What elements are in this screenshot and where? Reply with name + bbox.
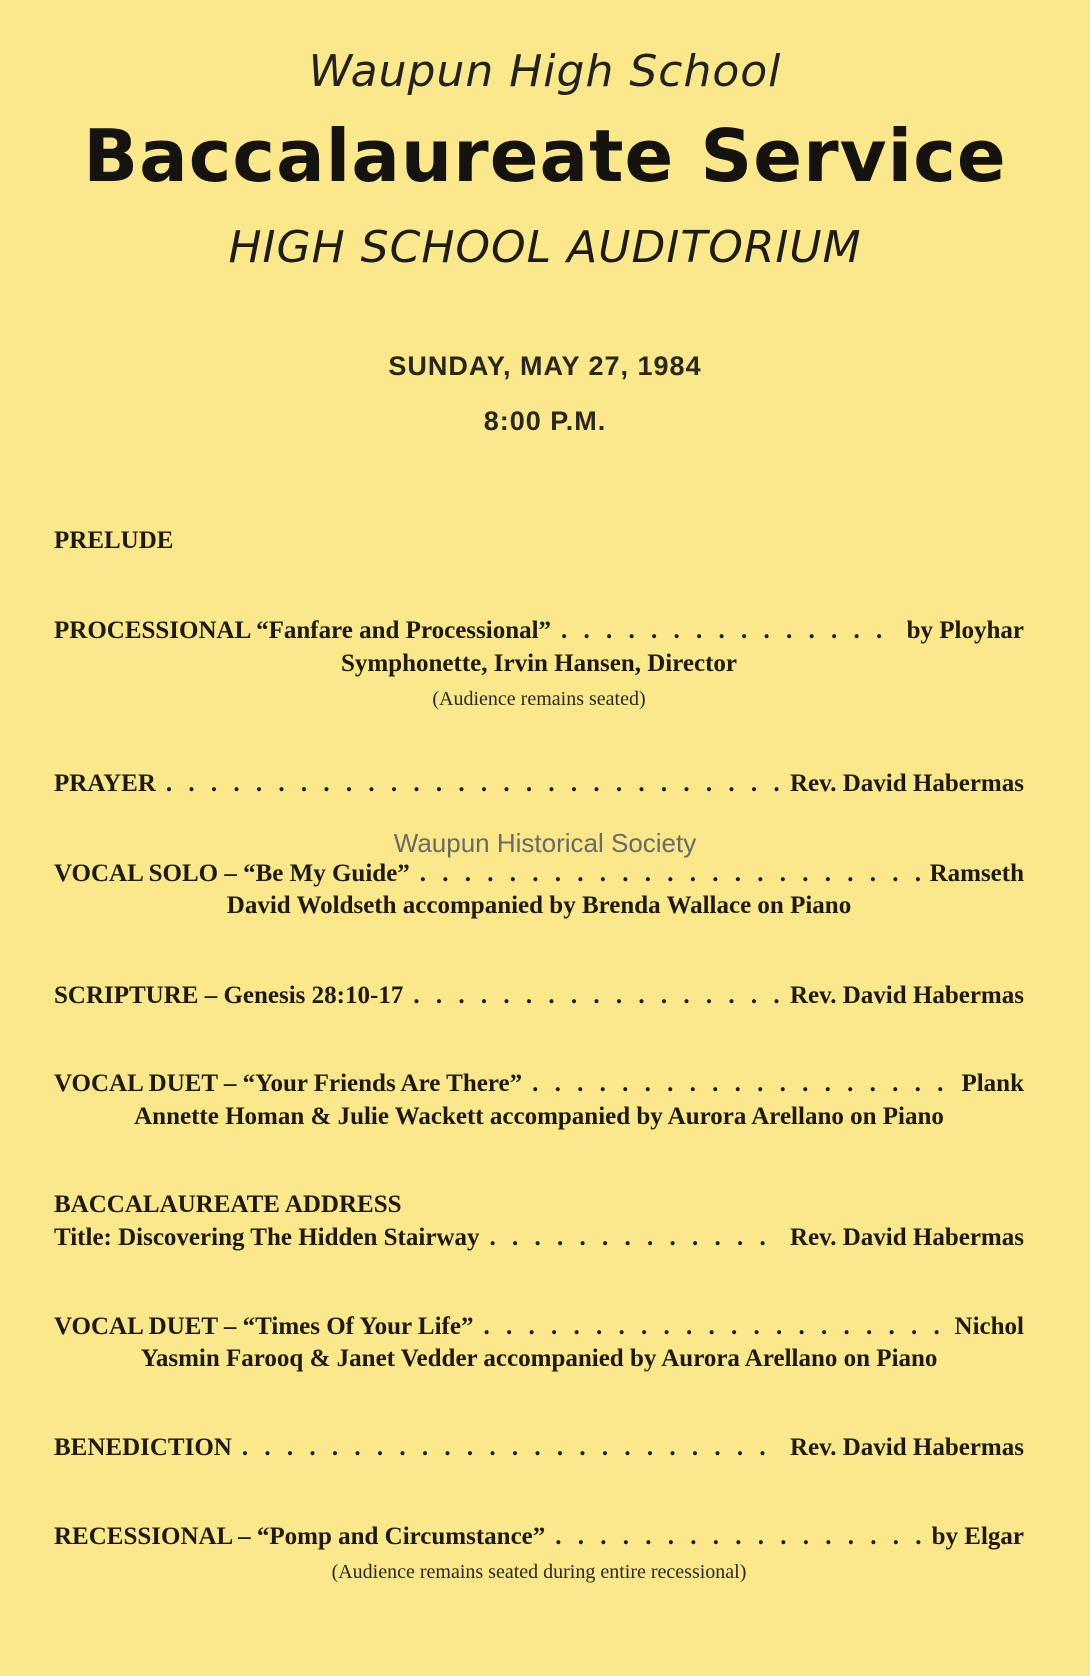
- prayer-leader: Rev. David Habermas: [789, 770, 1024, 797]
- processional-note: (Audience remains seated): [432, 688, 646, 710]
- vocal-duet-1-detail: Annette Homan & Julie Wackett accompanied by Aurora Arellano on Piano: [134, 1103, 944, 1130]
- vocal-solo-title: VOCAL SOLO – “Be My Guide”: [54, 860, 410, 887]
- watermark: Waupun Historical Society: [393, 828, 697, 858]
- address-heading: BACCALAUREATE ADDRESS: [54, 1191, 402, 1218]
- vocal-duet-1-line: [54, 1070, 1024, 1098]
- vocal-duet-2-composer: Nichol: [954, 1313, 1024, 1340]
- vocal-solo-detail: David Woldseth accompanied by Brenda Wallace on Piano: [226, 892, 852, 919]
- vocal-duet-2-line: [54, 1313, 1024, 1341]
- dot-leader: [413, 982, 780, 1010]
- vocal-solo-composer: Ramseth: [929, 860, 1024, 887]
- dot-leader: [166, 770, 780, 798]
- recessional-note: (Audience remains seated during entire recessional): [331, 1561, 747, 1583]
- service-title: Baccalaureate Service: [83, 114, 1007, 198]
- vocal-duet-2-detail: Yasmin Farooq & Janet Vedder accompanied by Aurora Arellano on Piano: [140, 1345, 938, 1372]
- prelude-heading: PRELUDE: [54, 527, 174, 554]
- event-time: 8:00 P.M.: [483, 406, 607, 436]
- vocal-duet-1-composer: Plank: [961, 1070, 1024, 1097]
- address-speaker: Rev. David Habermas: [789, 1224, 1024, 1251]
- benediction-title: BENEDICTION: [54, 1434, 232, 1461]
- dot-leader: [242, 1434, 780, 1462]
- school-name: Waupun High School: [308, 46, 782, 97]
- benediction-leader: Rev. David Habermas: [789, 1434, 1024, 1461]
- recessional-composer: by Elgar: [931, 1523, 1024, 1550]
- dot-leader: [561, 617, 897, 645]
- prayer-title: PRAYER: [54, 770, 156, 797]
- processional-composer: by Ployhar: [906, 617, 1024, 644]
- dot-leader: [532, 1070, 951, 1098]
- dot-leader: [489, 1224, 779, 1252]
- processional-detail: Symphonette, Irvin Hansen, Director: [340, 650, 738, 677]
- venue: HIGH SCHOOL AUDITORIUM: [228, 222, 862, 273]
- scripture-title: SCRIPTURE – Genesis 28:10-17: [54, 982, 404, 1009]
- address-line: [54, 1224, 1024, 1252]
- dot-leader: [420, 860, 920, 888]
- benediction-line: [54, 1434, 1024, 1462]
- prayer-line: [54, 770, 1024, 798]
- address-title: Title: Discovering The Hidden Stairway: [54, 1224, 480, 1251]
- event-date: SUNDAY, MAY 27, 1984: [388, 351, 702, 381]
- recessional-line: [54, 1523, 1024, 1551]
- vocal-duet-1-title: VOCAL DUET – “Your Friends Are There”: [54, 1070, 523, 1097]
- vocal-duet-2-title: VOCAL DUET – “Times Of Your Life”: [54, 1313, 474, 1340]
- processional-line: [54, 617, 1024, 645]
- dot-leader: [555, 1523, 921, 1551]
- recessional-title: RECESSIONAL – “Pomp and Circumstance”: [54, 1523, 546, 1550]
- scripture-reader: Rev. David Habermas: [789, 982, 1024, 1009]
- processional-title: PROCESSIONAL “Fanfare and Processional”: [54, 617, 552, 644]
- dot-leader: [483, 1313, 944, 1341]
- scripture-line: [54, 982, 1024, 1010]
- vocal-solo-line: [54, 860, 1024, 888]
